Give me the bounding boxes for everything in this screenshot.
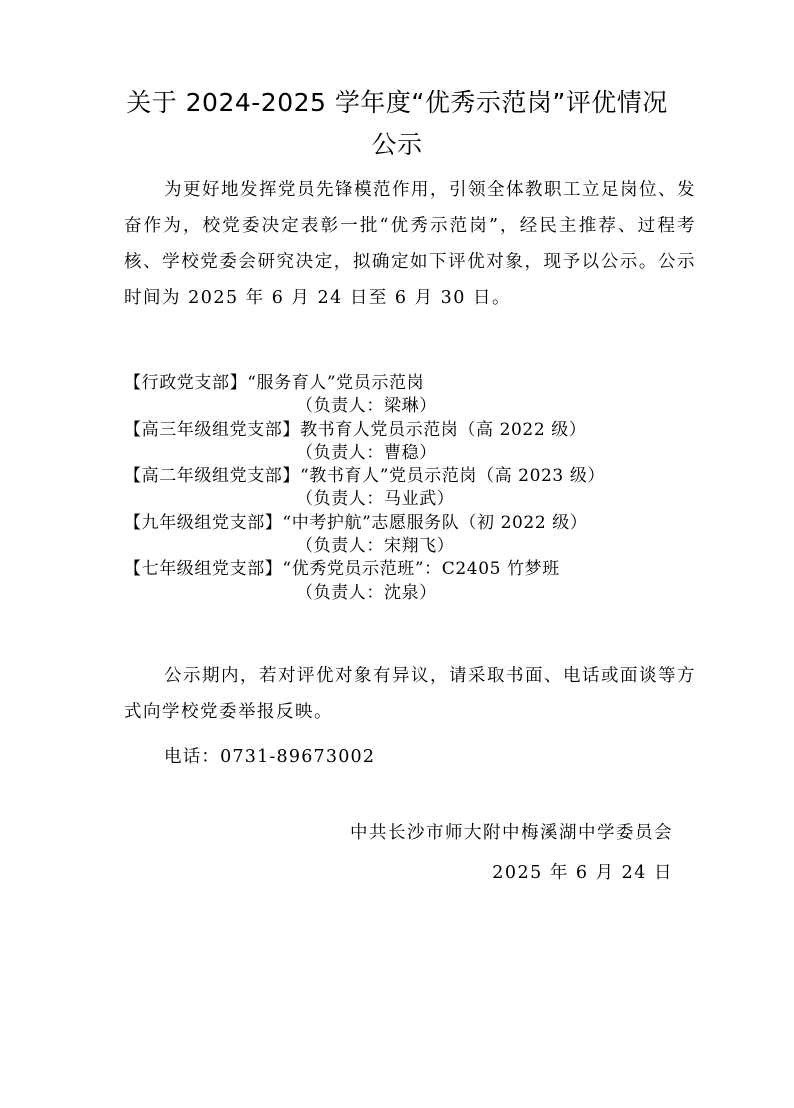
list-item-title: 【九年级组党支部】“中考护航”志愿服务队（初 2022 级） <box>124 512 588 533</box>
list-item-person: （负责人：沈泉） <box>296 582 437 603</box>
issuing-organization: 中共长沙市师大附中梅溪湖中学委员会 <box>350 823 673 843</box>
document-title-line-1: 关于 2024-2025 学年度“优秀示范岗”评优情况 <box>126 88 668 117</box>
list-item-title: 【高二年级组党支部】“教书育人”党员示范岗（高 2023 级） <box>124 466 606 487</box>
list-item-title: 【七年级组党支部】“优秀党员示范班”：C2405 竹梦班 <box>124 559 560 580</box>
list-item <box>124 419 724 466</box>
list-item-title: 【行政党支部】“服务育人”党员示范岗 <box>124 373 425 393</box>
list-item-person: （负责人：宋翔飞） <box>296 536 455 557</box>
list-item <box>124 372 724 419</box>
issue-date: 2025 年 6 月 24 日 <box>492 863 673 883</box>
contact-phone: 电话：0731-89673002 <box>164 747 376 767</box>
document-title-line-2: 公示 <box>371 130 423 159</box>
list-item <box>124 512 724 559</box>
list-item-person: （负责人：曹稳） <box>296 442 437 463</box>
list-item-title: 【高三年级组党支部】教书育人党员示范岗（高 2022 级） <box>124 419 587 440</box>
list-item <box>124 558 724 605</box>
intro-paragraph: 为更好地发挥党员先锋模范作用，引领全体教职工立足岗位、发奋作为，校党委决定表彰一批“优秀示范岗”，经民主推荐、过程考核、学校党委会研究决定，拟确定如下评优对象，现予以公示。公示时间为 2025 年 6 月 24 日至 6 月 30 日。 <box>124 180 696 308</box>
awardee-list <box>124 372 724 605</box>
list-item-person: （负责人：梁琳） <box>296 396 437 417</box>
list-item <box>124 465 724 512</box>
list-item-person: （负责人：马业武） <box>296 489 455 510</box>
closing-paragraph: 公示期内，若对评优对象有异议，请采取书面、电话或面谈等方式向学校党委举报反映。 <box>124 666 696 722</box>
